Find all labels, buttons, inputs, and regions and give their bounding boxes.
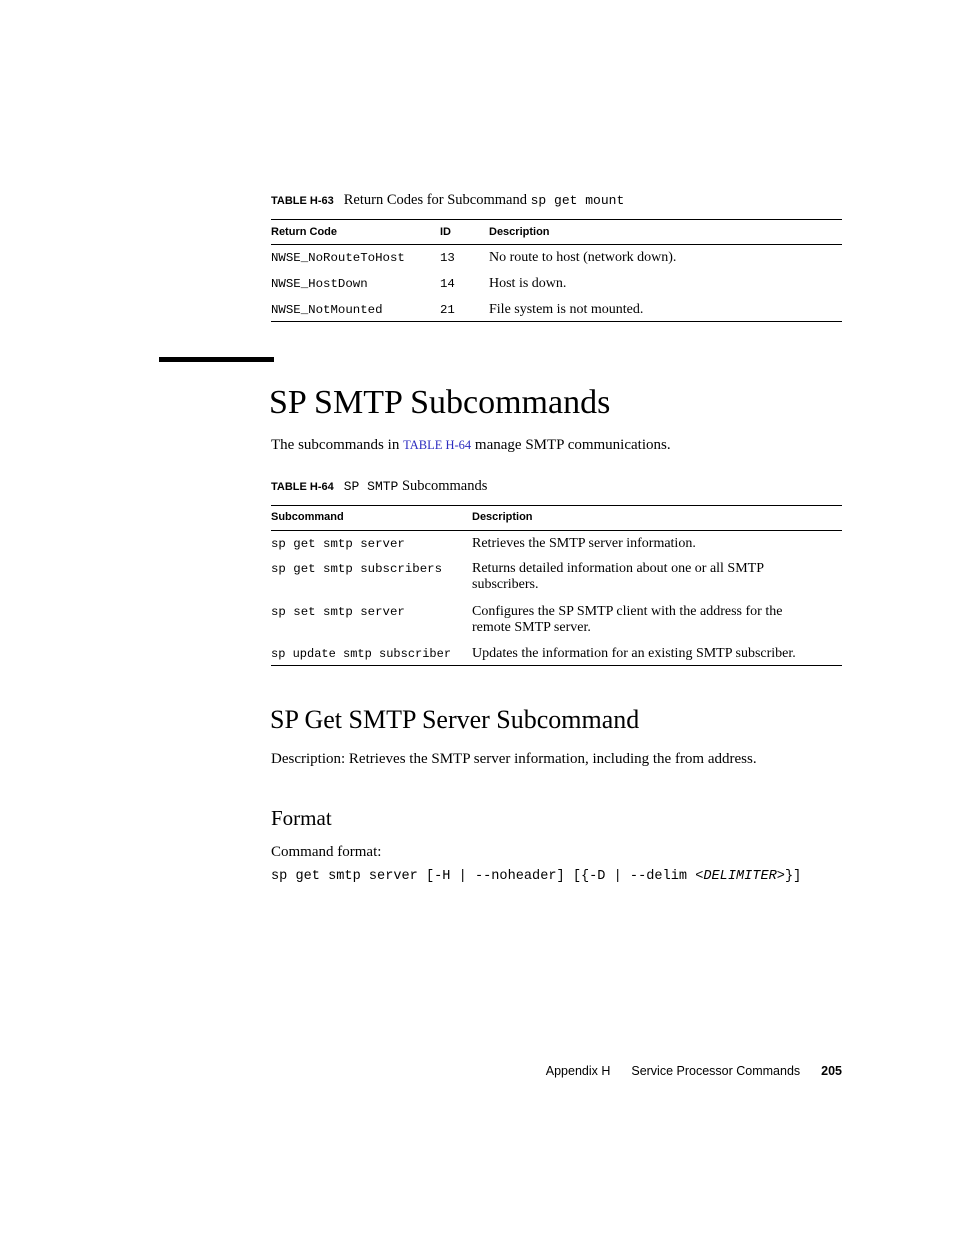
table-h64-bottom-rule <box>271 665 842 666</box>
return-code: NWSE_HostDown <box>271 277 368 291</box>
table-h63-header-code: Return Code <box>271 226 337 238</box>
table-h63-header-id: ID <box>440 226 451 238</box>
table-h64-title: Subcommands <box>401 478 488 494</box>
subcommand: sp get smtp server <box>271 537 405 551</box>
table-h63-caption <box>271 192 624 209</box>
subcommand-description: Returns detailed information about one or all SMTP subscribers. <box>472 561 764 592</box>
return-description: File system is not mounted. <box>489 302 644 317</box>
page-footer <box>546 1064 842 1078</box>
table-h63-header-description: Description <box>489 226 550 238</box>
table-h64-link[interactable]: TABLE H-64 <box>403 438 472 452</box>
section-title: SP SMTP Subcommands <box>269 384 611 421</box>
table-h64-label: TABLE H-64 <box>271 481 334 493</box>
command-prefix: sp get smtp server [-H | --noheader] [{-D | --delim < <box>271 869 704 884</box>
section-rule <box>159 357 274 362</box>
table-h64-header-description: Description <box>472 511 533 523</box>
format-title: Format <box>271 806 332 830</box>
table-h64-header-rule <box>271 530 842 531</box>
subcommand-description: Retrieves the SMTP server information. <box>472 536 696 551</box>
footer-appendix: Appendix H <box>545 1064 611 1078</box>
command-suffix: >}] <box>776 869 802 884</box>
intro-text-before: The subcommands in <box>271 437 400 453</box>
table-h64-code: SP SMTP <box>343 479 399 494</box>
subcommand: sp get smtp subscribers <box>271 562 443 576</box>
return-id: 14 <box>440 277 455 291</box>
table-h63-title: Return Codes for Subcommand <box>343 192 527 208</box>
section-intro <box>271 437 671 454</box>
table-h63-top-rule <box>271 219 842 220</box>
return-description: No route to host (network down). <box>489 250 677 265</box>
command-placeholder: DELIMITER <box>703 869 777 884</box>
subcommand-description: Configures the SP SMTP client with the address for the remote SMTP server. <box>472 604 783 635</box>
footer-chapter: Service Processor Commands <box>631 1064 801 1078</box>
table-h63-header-rule <box>271 244 842 245</box>
return-id: 21 <box>440 303 455 317</box>
table-h64-header-subcommand: Subcommand <box>271 511 344 523</box>
table-h64-caption <box>271 478 487 495</box>
return-description: Host is down. <box>489 276 567 291</box>
table-h63-label: TABLE H-63 <box>271 195 334 207</box>
intro-text-after: manage SMTP communications. <box>474 437 671 453</box>
table-h64-top-rule <box>271 505 842 506</box>
subcommand: sp update smtp subscriber <box>271 647 452 661</box>
return-code: NWSE_NoRouteToHost <box>271 251 405 265</box>
page-number: 205 <box>821 1064 842 1078</box>
return-id: 13 <box>440 251 455 265</box>
subsection-description: Description: Retrieves the SMTP server information, including the from address. <box>271 751 757 767</box>
subsection-title: SP Get SMTP Server Subcommand <box>270 705 640 734</box>
command-format <box>271 869 801 884</box>
return-code: NWSE_NotMounted <box>271 303 383 317</box>
format-lead: Command format: <box>271 844 382 860</box>
subcommand-description: Updates the information for an existing SMTP subscriber. <box>472 646 796 661</box>
subcommand: sp set smtp server <box>271 605 405 619</box>
table-h63-bottom-rule <box>271 321 842 322</box>
table-h63-code: sp get mount <box>530 193 625 208</box>
